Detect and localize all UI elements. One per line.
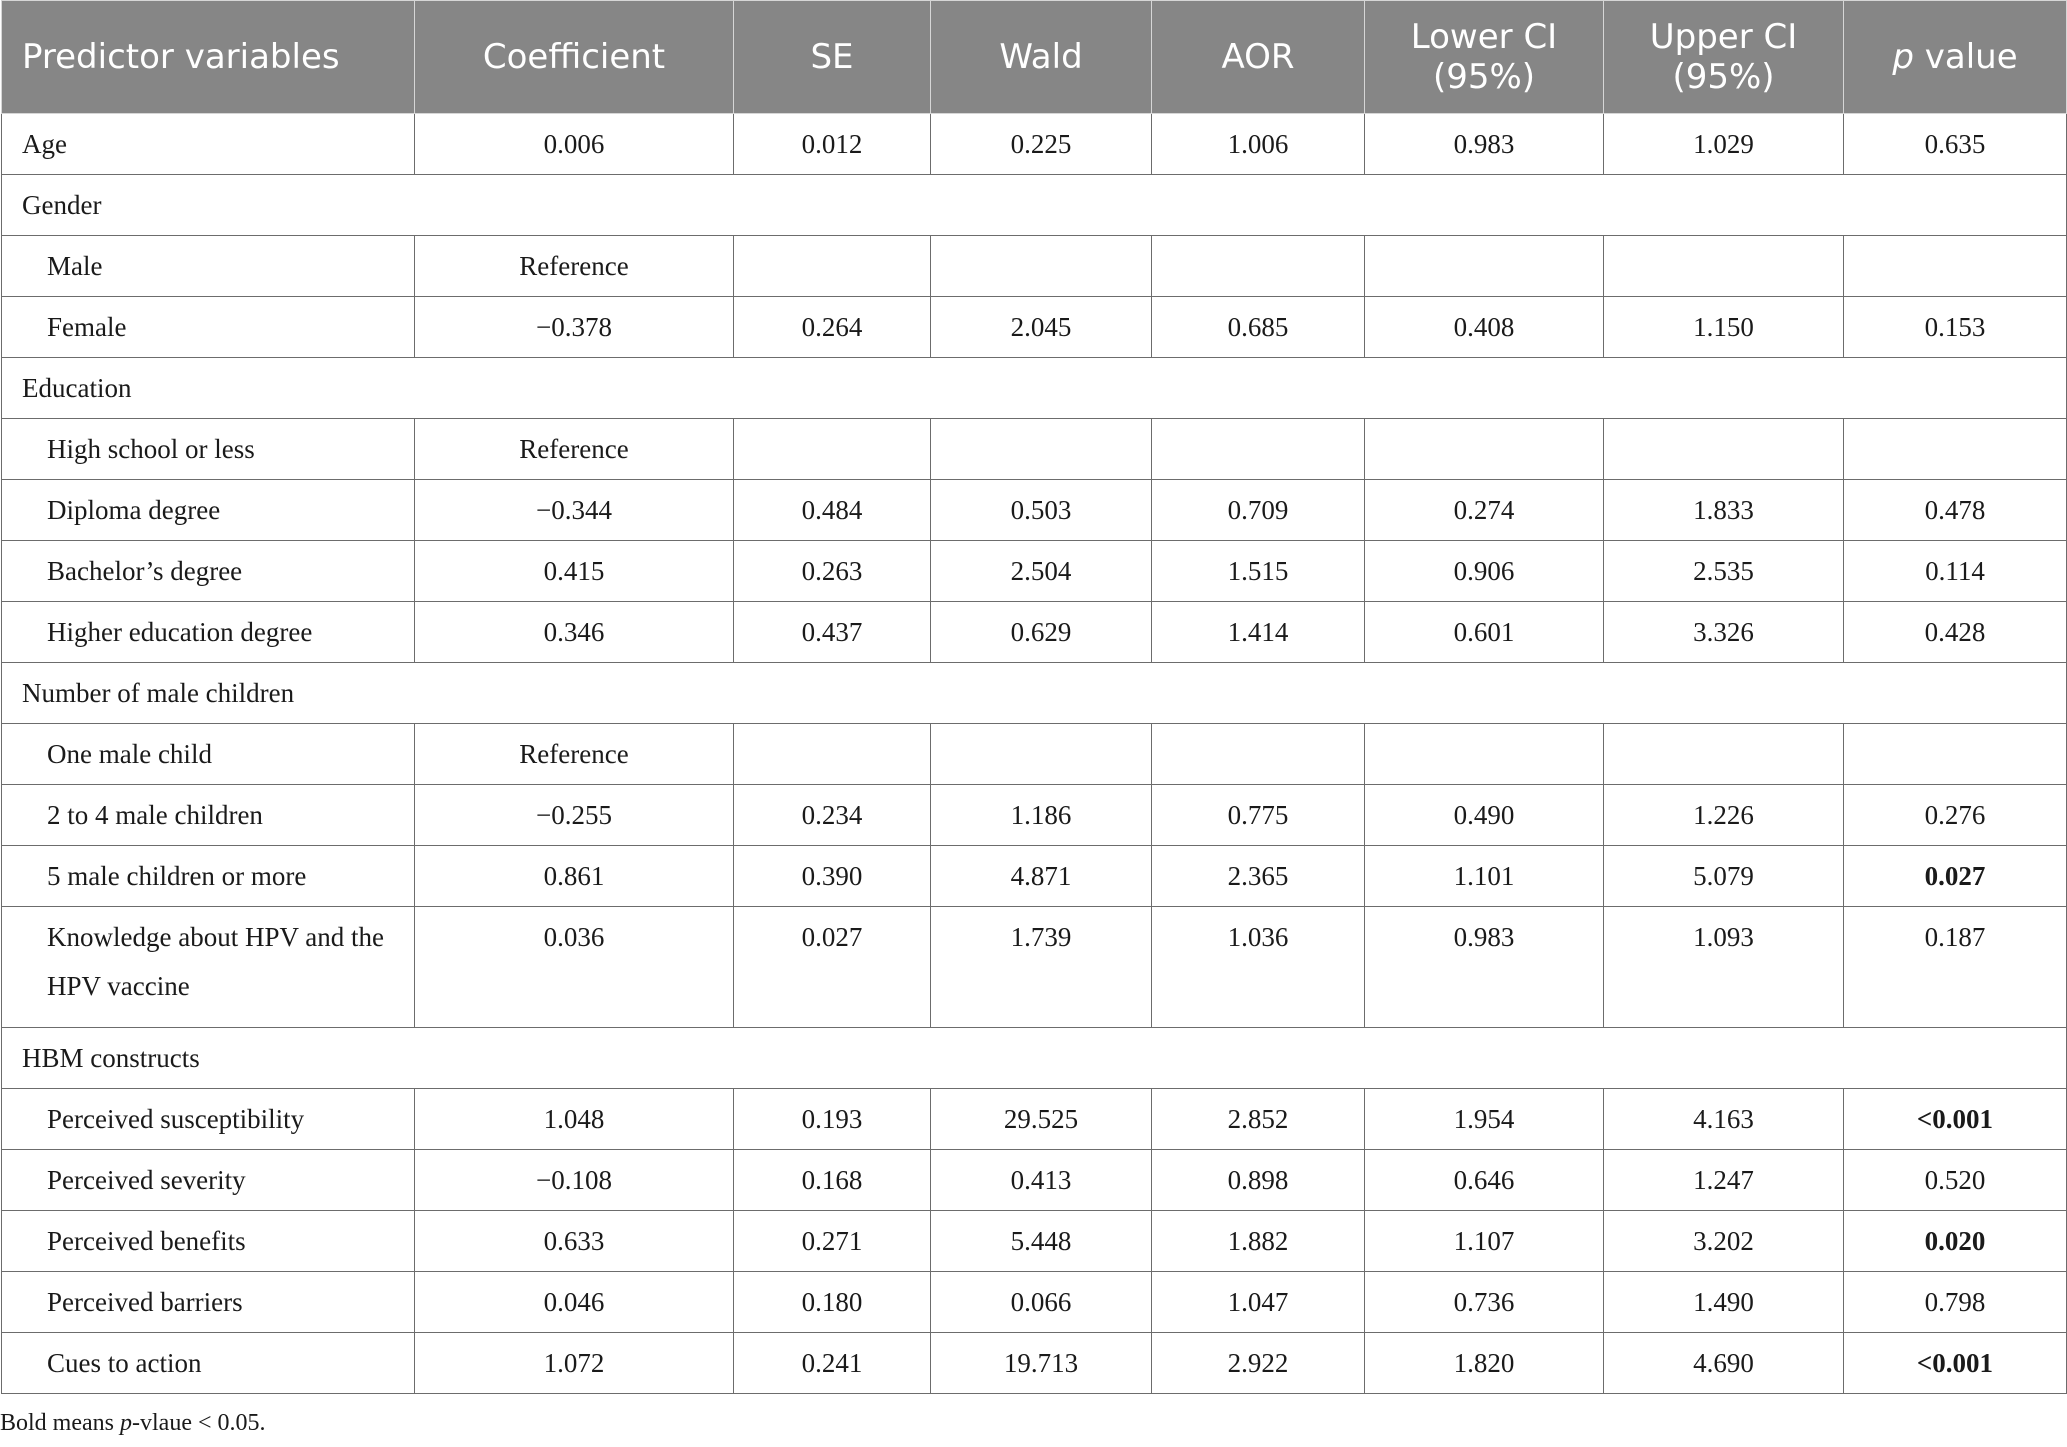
cell-lower-ci: 0.601	[1365, 602, 1604, 663]
section-row	[2, 358, 2067, 419]
footnote-suffix: -vlaue < 0.05.	[132, 1410, 266, 1436]
cell-upper-ci	[1604, 724, 1844, 785]
cell-coefficient: 0.415	[415, 541, 734, 602]
cell-lower-ci: 0.906	[1365, 541, 1604, 602]
row-label: Diploma degree	[2, 480, 415, 541]
cell-lower-ci	[1365, 724, 1604, 785]
cell-p-value: <0.001	[1844, 1333, 2067, 1394]
row-label: Perceived severity	[2, 1150, 415, 1211]
table-footnote	[0, 1410, 266, 1437]
cell-coefficient: −0.378	[415, 297, 734, 358]
cell-wald: 2.045	[931, 297, 1152, 358]
cell-wald: 19.713	[931, 1333, 1152, 1394]
cell-lower-ci: 0.736	[1365, 1272, 1604, 1333]
cell-se: 0.027	[734, 907, 931, 1028]
cell-aor: 0.898	[1152, 1150, 1365, 1211]
footnote-italic-p: p	[120, 1410, 132, 1436]
cell-lower-ci: 0.490	[1365, 785, 1604, 846]
section-label: Number of male children	[2, 663, 2067, 724]
cell-p-value: 0.635	[1844, 114, 2067, 175]
table-row	[2, 1150, 2067, 1211]
cell-p-value: 0.428	[1844, 602, 2067, 663]
cell-aor: 1.006	[1152, 114, 1365, 175]
row-label: Male	[2, 236, 415, 297]
cell-se: 0.437	[734, 602, 931, 663]
cell-aor: 1.882	[1152, 1211, 1365, 1272]
cell-coefficient: −0.108	[415, 1150, 734, 1211]
cell-se: 0.234	[734, 785, 931, 846]
cell-se: 0.390	[734, 846, 931, 907]
cell-upper-ci: 2.535	[1604, 541, 1844, 602]
cell-se: 0.193	[734, 1089, 931, 1150]
cell-p-value: <0.001	[1844, 1089, 2067, 1150]
cell-p-value: 0.276	[1844, 785, 2067, 846]
cell-coefficient: Reference	[415, 236, 734, 297]
cell-coefficient: Reference	[415, 724, 734, 785]
cell-upper-ci: 4.690	[1604, 1333, 1844, 1394]
cell-se: 0.180	[734, 1272, 931, 1333]
cell-p-value	[1844, 724, 2067, 785]
cell-wald: 0.503	[931, 480, 1152, 541]
header-p-value-rest: value	[1913, 37, 2018, 77]
cell-wald: 0.066	[931, 1272, 1152, 1333]
table-row	[2, 419, 2067, 480]
row-label: Age	[2, 114, 415, 175]
cell-lower-ci: 0.983	[1365, 907, 1604, 1028]
header-predictor-variables: Predictor variables	[2, 1, 415, 114]
cell-wald: 5.448	[931, 1211, 1152, 1272]
cell-wald	[931, 236, 1152, 297]
cell-se	[734, 419, 931, 480]
table-row	[2, 907, 2067, 1028]
cell-aor	[1152, 236, 1365, 297]
cell-wald: 1.186	[931, 785, 1152, 846]
cell-upper-ci: 1.247	[1604, 1150, 1844, 1211]
cell-p-value: 0.520	[1844, 1150, 2067, 1211]
cell-p-value: 0.114	[1844, 541, 2067, 602]
cell-upper-ci: 1.226	[1604, 785, 1844, 846]
cell-se: 0.012	[734, 114, 931, 175]
header-upper-ci-line1: Upper CI	[1649, 17, 1798, 57]
cell-aor: 0.775	[1152, 785, 1365, 846]
table-row	[2, 785, 2067, 846]
cell-aor: 2.852	[1152, 1089, 1365, 1150]
cell-coefficient: −0.255	[415, 785, 734, 846]
cell-upper-ci: 1.490	[1604, 1272, 1844, 1333]
cell-se: 0.263	[734, 541, 931, 602]
section-label: HBM constructs	[2, 1028, 2067, 1089]
table-row	[2, 602, 2067, 663]
cell-coefficient: 0.346	[415, 602, 734, 663]
row-label: Bachelor’s degree	[2, 541, 415, 602]
cell-wald: 29.525	[931, 1089, 1152, 1150]
row-label: 2 to 4 male children	[2, 785, 415, 846]
table-row	[2, 236, 2067, 297]
table-body	[2, 114, 2067, 1394]
cell-p-value: 0.478	[1844, 480, 2067, 541]
cell-upper-ci	[1604, 236, 1844, 297]
cell-aor: 0.709	[1152, 480, 1365, 541]
cell-lower-ci: 1.954	[1365, 1089, 1604, 1150]
row-label: Perceived benefits	[2, 1211, 415, 1272]
header-se: SE	[734, 1, 931, 114]
row-label: 5 male children or more	[2, 846, 415, 907]
table-row	[2, 1272, 2067, 1333]
cell-wald: 4.871	[931, 846, 1152, 907]
cell-aor: 2.922	[1152, 1333, 1365, 1394]
cell-upper-ci	[1604, 419, 1844, 480]
table-row	[2, 1089, 2067, 1150]
cell-coefficient: 0.633	[415, 1211, 734, 1272]
cell-wald: 0.413	[931, 1150, 1152, 1211]
cell-lower-ci: 1.101	[1365, 846, 1604, 907]
cell-aor: 1.036	[1152, 907, 1365, 1028]
cell-lower-ci	[1365, 419, 1604, 480]
cell-upper-ci: 1.833	[1604, 480, 1844, 541]
row-label: Perceived susceptibility	[2, 1089, 415, 1150]
cell-p-value	[1844, 236, 2067, 297]
header-row	[2, 1, 2067, 114]
table-row	[2, 541, 2067, 602]
regression-table	[1, 0, 2067, 1394]
cell-wald: 0.629	[931, 602, 1152, 663]
header-upper-ci-line2: (95%)	[1672, 57, 1775, 97]
cell-wald: 1.739	[931, 907, 1152, 1028]
cell-lower-ci: 1.107	[1365, 1211, 1604, 1272]
cell-p-value: 0.020	[1844, 1211, 2067, 1272]
cell-coefficient: 0.036	[415, 907, 734, 1028]
cell-p-value	[1844, 419, 2067, 480]
row-label: Knowledge about HPV and the HPV vaccine	[2, 907, 415, 1028]
cell-aor: 1.047	[1152, 1272, 1365, 1333]
cell-wald: 2.504	[931, 541, 1152, 602]
row-label: High school or less	[2, 419, 415, 480]
header-aor: AOR	[1152, 1, 1365, 114]
cell-aor: 1.515	[1152, 541, 1365, 602]
cell-aor: 2.365	[1152, 846, 1365, 907]
row-label: Higher education degree	[2, 602, 415, 663]
header-coefficient: Coefficient	[415, 1, 734, 114]
cell-lower-ci: 0.646	[1365, 1150, 1604, 1211]
cell-se	[734, 724, 931, 785]
row-label: Female	[2, 297, 415, 358]
section-row	[2, 175, 2067, 236]
table-row	[2, 846, 2067, 907]
cell-p-value: 0.798	[1844, 1272, 2067, 1333]
cell-lower-ci	[1365, 236, 1604, 297]
cell-lower-ci: 0.408	[1365, 297, 1604, 358]
cell-aor: 1.414	[1152, 602, 1365, 663]
cell-wald	[931, 419, 1152, 480]
cell-wald	[931, 724, 1152, 785]
section-row	[2, 663, 2067, 724]
cell-coefficient: 0.046	[415, 1272, 734, 1333]
footnote-prefix: Bold means	[0, 1410, 120, 1436]
row-label: Cues to action	[2, 1333, 415, 1394]
section-row	[2, 1028, 2067, 1089]
header-lower-ci	[1365, 1, 1604, 114]
cell-upper-ci: 3.326	[1604, 602, 1844, 663]
header-lower-ci-line1: Lower CI	[1410, 17, 1558, 57]
cell-se: 0.484	[734, 480, 931, 541]
cell-coefficient: 1.048	[415, 1089, 734, 1150]
row-label: One male child	[2, 724, 415, 785]
cell-upper-ci: 1.029	[1604, 114, 1844, 175]
cell-wald: 0.225	[931, 114, 1152, 175]
cell-coefficient: 1.072	[415, 1333, 734, 1394]
cell-upper-ci: 5.079	[1604, 846, 1844, 907]
row-label: Perceived barriers	[2, 1272, 415, 1333]
cell-aor	[1152, 724, 1365, 785]
table-row	[2, 1333, 2067, 1394]
cell-se: 0.271	[734, 1211, 931, 1272]
header-p-value	[1844, 1, 2067, 114]
cell-upper-ci: 3.202	[1604, 1211, 1844, 1272]
table-row	[2, 297, 2067, 358]
header-wald: Wald	[931, 1, 1152, 114]
cell-aor	[1152, 419, 1365, 480]
cell-coefficient: 0.006	[415, 114, 734, 175]
header-upper-ci	[1604, 1, 1844, 114]
cell-p-value: 0.187	[1844, 907, 2067, 1028]
table-row	[2, 724, 2067, 785]
cell-lower-ci: 1.820	[1365, 1333, 1604, 1394]
header-lower-ci-line2: (95%)	[1432, 57, 1536, 97]
cell-p-value: 0.153	[1844, 297, 2067, 358]
cell-upper-ci: 1.093	[1604, 907, 1844, 1028]
header-p-italic: p	[1892, 37, 1914, 77]
cell-aor: 0.685	[1152, 297, 1365, 358]
cell-se	[734, 236, 931, 297]
cell-lower-ci: 0.274	[1365, 480, 1604, 541]
table-row	[2, 114, 2067, 175]
cell-se: 0.264	[734, 297, 931, 358]
cell-coefficient: 0.861	[415, 846, 734, 907]
cell-se: 0.168	[734, 1150, 931, 1211]
section-label: Gender	[2, 175, 2067, 236]
cell-upper-ci: 4.163	[1604, 1089, 1844, 1150]
cell-lower-ci: 0.983	[1365, 114, 1604, 175]
table-row	[2, 1211, 2067, 1272]
cell-coefficient: Reference	[415, 419, 734, 480]
cell-upper-ci: 1.150	[1604, 297, 1844, 358]
table-row	[2, 480, 2067, 541]
section-label: Education	[2, 358, 2067, 419]
cell-se: 0.241	[734, 1333, 931, 1394]
cell-coefficient: −0.344	[415, 480, 734, 541]
cell-p-value: 0.027	[1844, 846, 2067, 907]
